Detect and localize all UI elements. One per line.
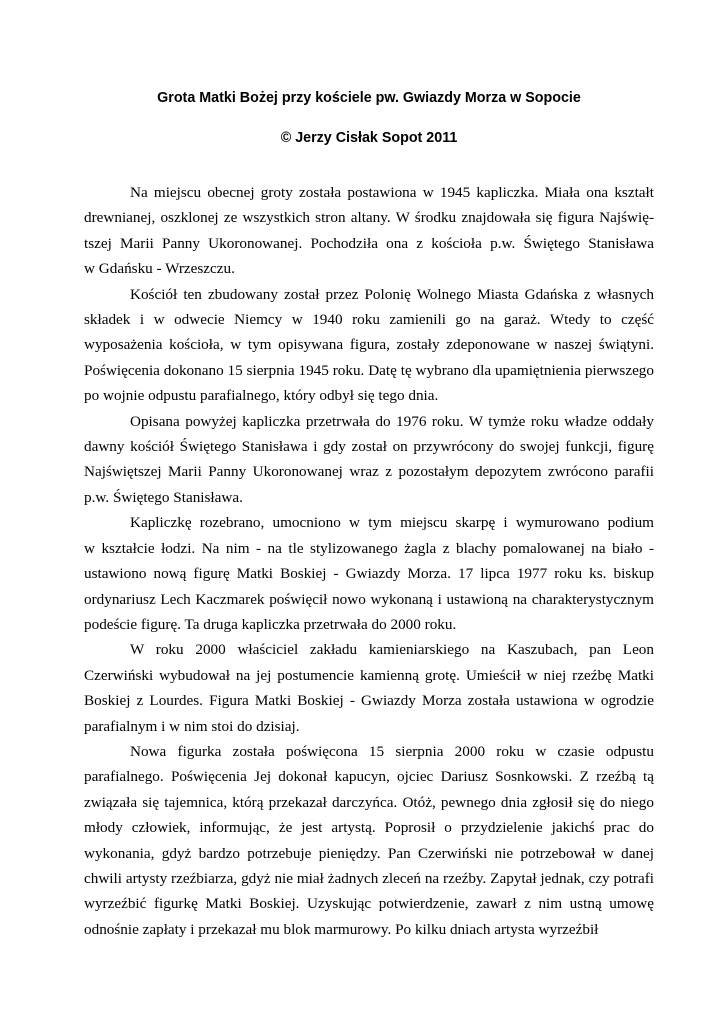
paragraph: Opisana powyżej kapliczka przetrwała do 1976 roku. W tymże roku władze oddały dawny kościół Świętego Stanisława i gdy został on przywrócony do swojej funkcji, figurę Najświętszej Marii Panny Ukoronowanej wraz z pozostałym depozytem zwrócono parafii p.w. Świętego Stanisława. — [84, 412, 654, 506]
paragraph: Nowa figurka została poświęcona 15 sierpnia 2000 roku w czasie odpustu parafialnego. Poświęcenia Jej dokonał kapucyn, ojciec Dariusz Sosnkowski. Z rzeźbą tą związała się tajemnica, którą przekazał darczyńca. Otóż, pewnego dnia zgłosił się do niego młody człowiek, informując, że jest artystą. Poprosił o przydzielenie jakichś prac do wykonania, gdyż bardzo potrzebuje pieniędzy. Pan Czerwiński nie potrzebował w danej chwili artysty rzeźbiarza, gdyż nie miał żadnych zleceń na rzeźby. Zapytał jednak, czy potrafi wyrzeźbić figurkę Matki Boskiej. Uzyskując potwierdzenie, zawarł z nim ustną umowę odnośnie zapłaty i przekazał mu blok marmurowy. Po kilku dniach artysta wyrzeźbił — [84, 742, 654, 938]
paragraph: Kapliczkę rozebrano, umocniono w tym miejscu skarpę i wymurowano podium w kształcie łodzi. Na nim - na tle stylizowanego żagla z blachy pomalowanej na biało - ustawiono nową figurę Matki Boskiej - Gwiazdy Morza. 17 lipca 1977 roku ks. biskup ordynariusz Lech Kaczmarek poświęcił nowo wykonaną i ustawioną na charakterystycznym podeście figurę. Ta druga kapliczka przetrwała do 2000 roku. — [84, 514, 654, 633]
document-title: Grota Matki Bożej przy kościele pw. Gwiazdy Morza w Sopocie — [157, 90, 581, 106]
document-body — [84, 180, 654, 942]
paragraph: Na miejscu obecnej groty została postawiona w 1945 kapliczka. Miała ona kształt drewnianej, oszklonej ze wszystkich stron altany. W środku znajdowała się figura Najświętszej Marii Panny Ukoronowanej. Pochodziła ona z kościoła p.w. Świętego Stanisława w Gdańsku - Wrzeszczu. — [84, 184, 654, 278]
copyright-line: © Jerzy Cisłak Sopot 2011 — [280, 130, 458, 146]
paragraph: W roku 2000 właściciel zakładu kamieniarskiego na Kaszubach, pan Leon Czerwiński wybudował na jej postumencie kamienną grotę. Umieścił w niej rzeźbę Matki Boskiej z Lourdes. Figura Matki Boskiej - Gwiazdy Morza została ustawiona w ogrodzie parafialnym i w nim stoi do dzisiaj. — [84, 641, 654, 735]
paragraph: Kościół ten zbudowany został przez Polonię Wolnego Miasta Gdańska z własnych składek i w odwecie Niemcy w 1940 roku zamienili go na garaż. Wtedy to część wyposażenia kościoła, w tym opisywana figura, zostały zdeponowane w naszej świątyni. Poświęcenia dokonano 15 sierpnia 1945 roku. Datę tę wybrano dla upamiętnienia pierwszego po wojnie odpustu parafialnego, który odbył się tego dnia. — [84, 285, 654, 405]
